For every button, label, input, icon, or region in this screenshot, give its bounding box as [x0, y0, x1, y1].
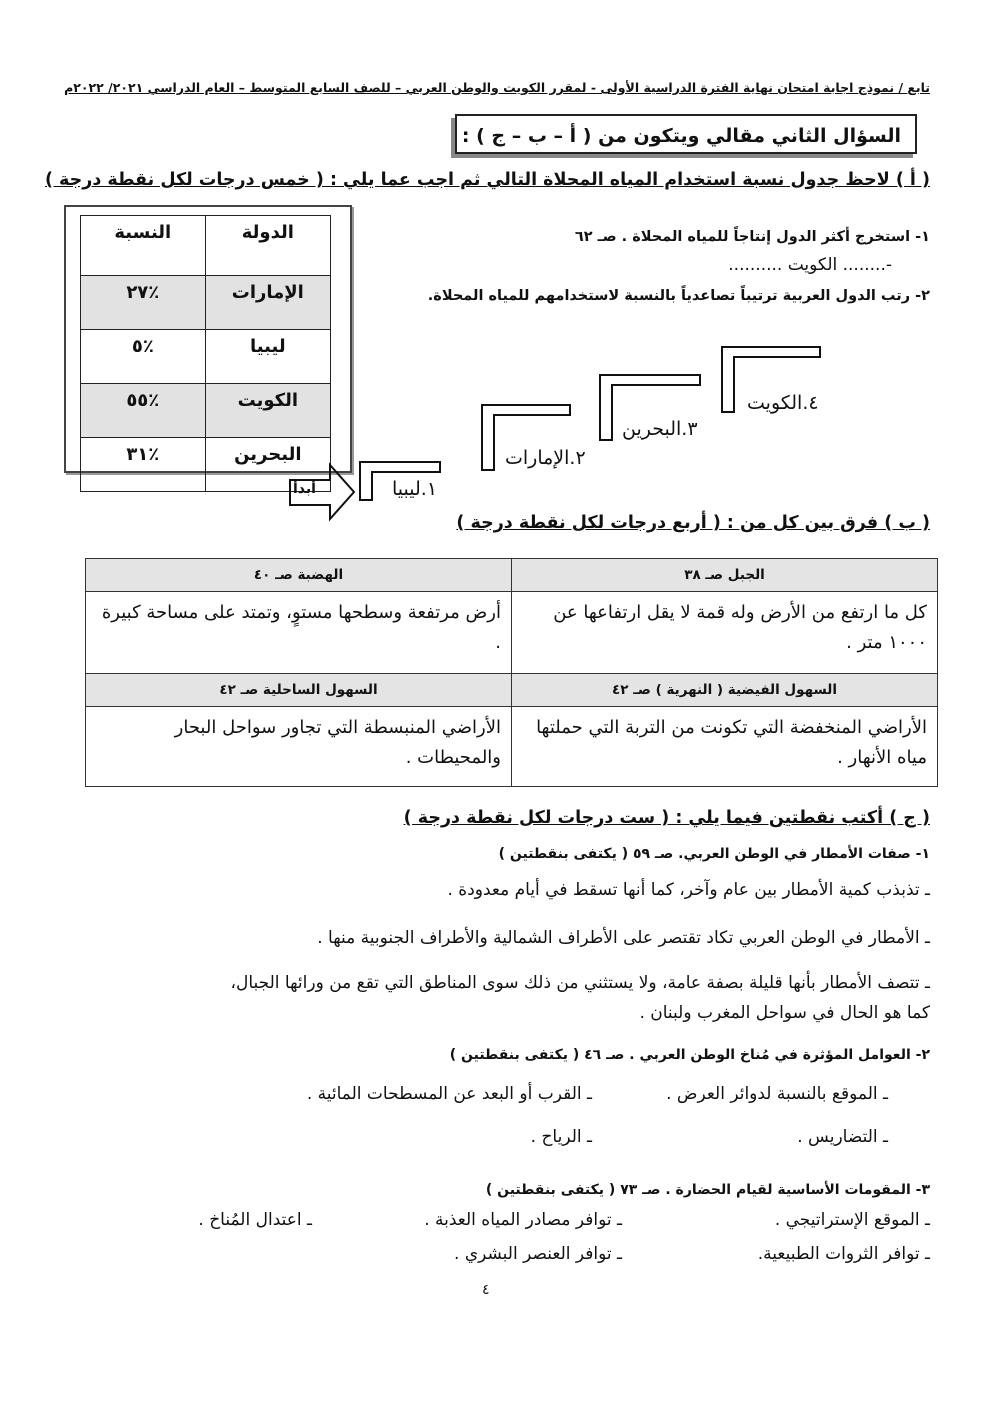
country-cell: البحرين [205, 438, 330, 492]
percentage-cell: ٪٣١ [81, 438, 206, 492]
step-label: ٣.البحرين [622, 418, 698, 440]
country-cell: ليبيا [205, 330, 330, 384]
answer-line: ـ توافر العنصر البشري . [454, 1244, 622, 1264]
section-c-heading: ( ج ) أكتب نقطتين فيما يلي : ( ست درجات لكل نقطة درجة ) [403, 808, 930, 828]
answer-line: ـ اعتدال المُناخ . [198, 1210, 312, 1230]
section-b-heading: ( ب ) فرق بين كل من : ( أربع درجات لكل نقطة درجة ) [456, 513, 930, 533]
comparison-table [85, 558, 938, 787]
percentage-cell: ٪٢٧ [81, 276, 206, 330]
start-label: أبدأ [293, 481, 316, 497]
answer-line: ـ توافر الثروات الطبيعية. [757, 1244, 930, 1264]
question-2: ٢- رتب الدول العربية ترتيباً تصاعدياً بالنسبة لاستخدامهم للمياه المحلاة. [427, 288, 930, 304]
step-label: ١.ليبيا [392, 478, 438, 500]
percentage-cell: ٪٥٥ [81, 384, 206, 438]
item-2-title: ٢- العوامل المؤثرة في مُناخ الوطن العربي . صـ ٤٦ ( يكتفى بنقطتين ) [449, 1047, 930, 1063]
country-cell: الإمارات [205, 276, 330, 330]
answer-line: ـ القرب أو البعد عن المسطحات المائية . [306, 1084, 592, 1104]
term-definition: الأراضي المنخفضة التي تكونت من التربة التي حملتها مياه الأنهار . [512, 707, 938, 787]
step-label: ٢.الإمارات [505, 447, 586, 469]
term-definition: أرض مرتفعة وسطحها مستوٍ، وتمتد على مساحة كبيرة . [86, 592, 512, 674]
term-heading: الجبل صـ ٣٨ [512, 559, 938, 592]
item-1-title: ١- صفات الأمطار في الوطن العربي. صـ ٥٩ ( يكتفى بنقطتين ) [498, 846, 930, 862]
answer-line: ـ الموقع بالنسبة لدوائر العرض . [666, 1084, 888, 1104]
term-heading: السهول الساحلية صـ ٤٢ [86, 674, 512, 707]
answer-line: ـ الرياح . [530, 1127, 592, 1147]
staircase-diagram [280, 335, 840, 525]
term-definition: الأراضي المنبسطة التي تجاور سواحل البحار والمحيطات . [86, 707, 512, 787]
percentage-cell: ٪٥ [81, 330, 206, 384]
section-a-heading: ( أ ) لاحظ جدول نسبة استخدام المياه المحلاة التالي ثم اجب عما يلي : ( خمس درجات لكل نقطة درجة ) [44, 170, 930, 190]
item-3-title: ٣- المقومات الأساسية لقيام الحضارة . صـ ٧٣ ( يكتفى بنقطتين ) [485, 1182, 930, 1198]
answer-line: ـ تذبذب كمية الأمطار بين عام وآخر، كما أنها تسقط في أيام معدودة . [447, 880, 930, 900]
page-number: ٤ [482, 1282, 490, 1298]
answer-line: ـ الأمطار في الوطن العربي تكاد تقتصر على الأطراف الشمالية والأطراف الجنوبية منها . [317, 928, 930, 948]
term-definition: كل ما ارتفع من الأرض وله قمة لا يقل ارتفاعها عن ١٠٠٠ متر . [512, 592, 938, 674]
term-heading: السهول الفيضية ( النهرية ) صـ ٤٢ [512, 674, 938, 707]
country-cell: الكويت [205, 384, 330, 438]
answer-line: ـ تتصف الأمطار بأنها قليلة بصفة عامة، ولا يستثني من ذلك سوى المناطق التي تقع من ورائها الجبال، [230, 973, 930, 993]
question-1: ١- استخرج أكثر الدول إنتاجاً للمياه المحلاة . صـ ٦٢ [574, 229, 930, 245]
question-1-answer: -........ الكويت .......... [728, 255, 892, 275]
term-heading: الهضبة صـ ٤٠ [86, 559, 512, 592]
column-header-percentage: النسبة [81, 216, 206, 276]
answer-line: ـ التضاريس . [797, 1127, 888, 1147]
step-label: ٤.الكويت [747, 392, 819, 414]
answer-line: ـ توافر مصادر المياه العذبة . [424, 1210, 622, 1230]
answer-line: كما هو الحال في سواحل المغرب ولبنان . [639, 1003, 930, 1023]
table-row [81, 276, 331, 330]
page-header: تابع / نموذج اجابة امتحان نهاية الفترة الدراسية الأولى - لمقرر الكويت والوطن العربي – للصف السابع المتوسط – العام الدراسي ٢٠٢١/ ٢٠٢٢م [64, 80, 930, 95]
question-title: السؤال الثاني مقالي ويتكون من ( أ – ب – ج ) : [455, 114, 917, 154]
answer-line: ـ الموقع الإستراتيجي . [774, 1210, 930, 1230]
column-header-country: الدولة [205, 216, 330, 276]
